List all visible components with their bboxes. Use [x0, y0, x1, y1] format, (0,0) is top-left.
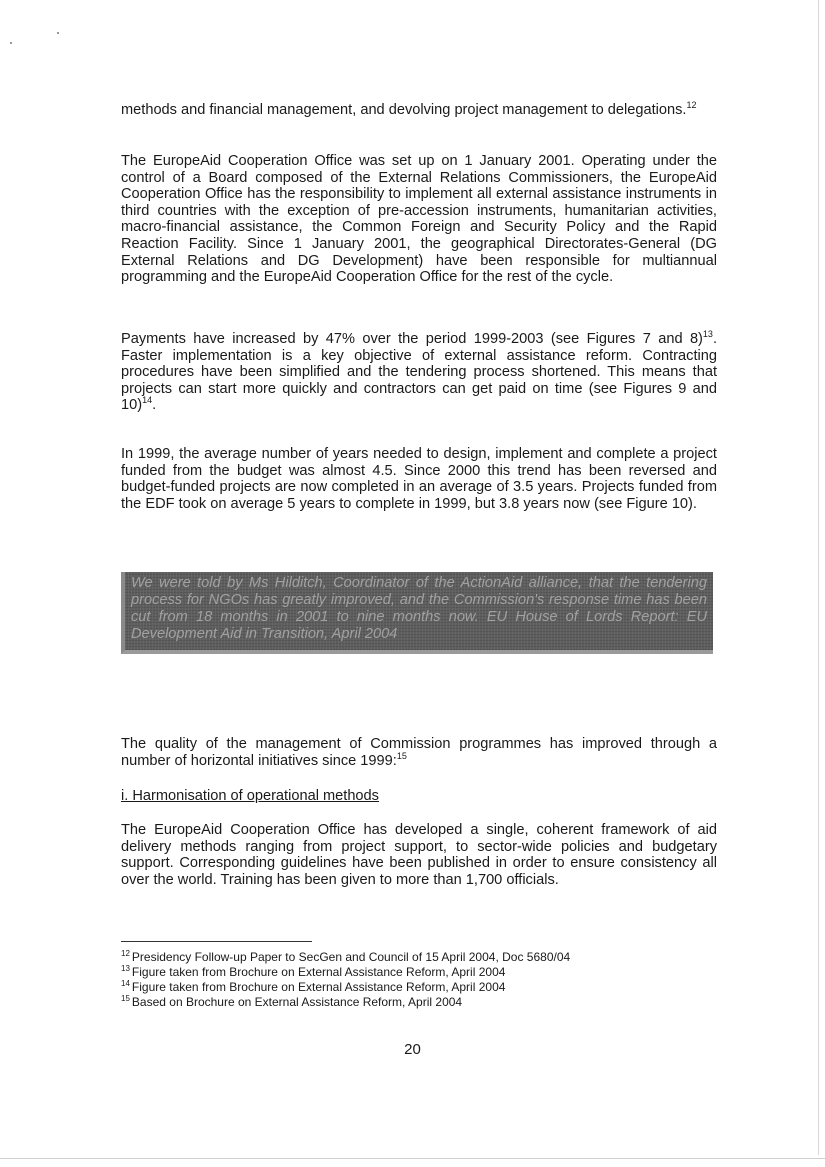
footnote-number: 12 — [121, 949, 130, 958]
footnote-text: Presidency Follow-up Paper to SecGen and Council of 15 April 2004, Doc 5680/04 — [131, 950, 571, 964]
scan-speck — [57, 32, 59, 34]
paragraph-text: . — [152, 397, 157, 414]
footnote-rule — [121, 941, 312, 942]
paragraph-europeaid-office: The EuropeAid Cooperation Office was set up on 1 January 2001. Operating under the control of a Board composed of the External Relations Commissioners, the EuropeAid Cooperation Office has the responsibility to implement all external assistance instruments in third countries with the exception of pre-accession instruments, humanitarian activities, macro-financial assistance, the Common Foreign and Security Policy and the Rapid Reaction Facility. Since 1 January 2001, the geographical Directorates-General (DG External Relations and DG Development) have been responsible for multiannual programming and the EuropeAid Cooperation Office for the rest of the cycle. — [121, 153, 717, 286]
footnote-14 — [121, 980, 681, 995]
footnote-text: Figure taken from Brochure on External Assistance Reform, April 2004 — [131, 965, 506, 979]
footnote-15 — [121, 995, 681, 1010]
footnote-number: 15 — [121, 994, 130, 1003]
footnote-12 — [121, 950, 681, 965]
section-heading: i. Harmonisation of operational methods — [121, 788, 379, 804]
footnote-ref-14: 14 — [142, 395, 153, 406]
scan-edge-bottom — [0, 1158, 825, 1159]
paragraph-delegations — [121, 102, 717, 119]
footnote-ref-12: 12 — [686, 100, 697, 110]
paragraph-harmonisation: The EuropeAid Cooperation Office has developed a single, coherent framework of aid delivery methods ranging from project support, to sector-wide policies and budgetary support. Corresponding guidelines have been published in order to ensure consistency all over the world. Training has been given to more than 1,700 officials. — [121, 822, 717, 888]
paragraph-text: The quality of the management of Commission programmes has improved through a number of horizontal initiatives since 1999: — [121, 736, 717, 769]
footnote-text: Figure taken from Brochure on External Assistance Reform, April 2004 — [131, 980, 506, 994]
quote-text: We were told by Ms Hilditch, Coordinator of the ActionAid alliance, that the tendering process for NGOs has greatly improved, and the Commission's response time has been cut from 18 months in 2001 to nine months now. EU House of Lords Report: EU Development Aid in Transition, April 2004 — [131, 575, 707, 642]
footnote-ref-15: 15 — [396, 750, 407, 761]
paragraph-project-duration: In 1999, the average number of years needed to design, implement and complete a project funded from the budget was almost 4.5. Since 2000 this trend has been reversed and budget-funded projects are now completed in an average of 3.5 years. Projects funded from the EDF took on average 5 years to complete in 1999, but 3.8 years now (see Figure 10). — [121, 446, 717, 512]
quote-box — [121, 572, 713, 654]
footnotes — [121, 950, 681, 1010]
scan-speck — [10, 42, 12, 44]
page-number: 20 — [404, 1041, 421, 1058]
paragraph-text: methods and financial management, and devolving project management to delegations. — [121, 102, 687, 118]
scan-edge-right — [818, 0, 819, 1155]
paragraph-quality — [121, 736, 717, 769]
footnote-13 — [121, 965, 681, 980]
footnote-ref-13: 13 — [702, 329, 713, 339]
footnote-number: 13 — [121, 964, 130, 973]
paragraph-text: Payments have increased by 47% over the period 1999-2003 (see Figures 7 and 8) — [121, 331, 703, 347]
paragraph-text: . Faster implementation is a key objective of external assistance reform. Contracting procedures have been simplified and the tendering process shortened. This means that projects can start more quickly and contractors can get paid on time (see Figures 9 and 10) — [121, 331, 717, 414]
paragraph-payments — [121, 331, 717, 414]
footnote-text: Based on Brochure on External Assistance Reform, April 2004 — [131, 995, 463, 1009]
footnote-number: 14 — [121, 979, 130, 988]
